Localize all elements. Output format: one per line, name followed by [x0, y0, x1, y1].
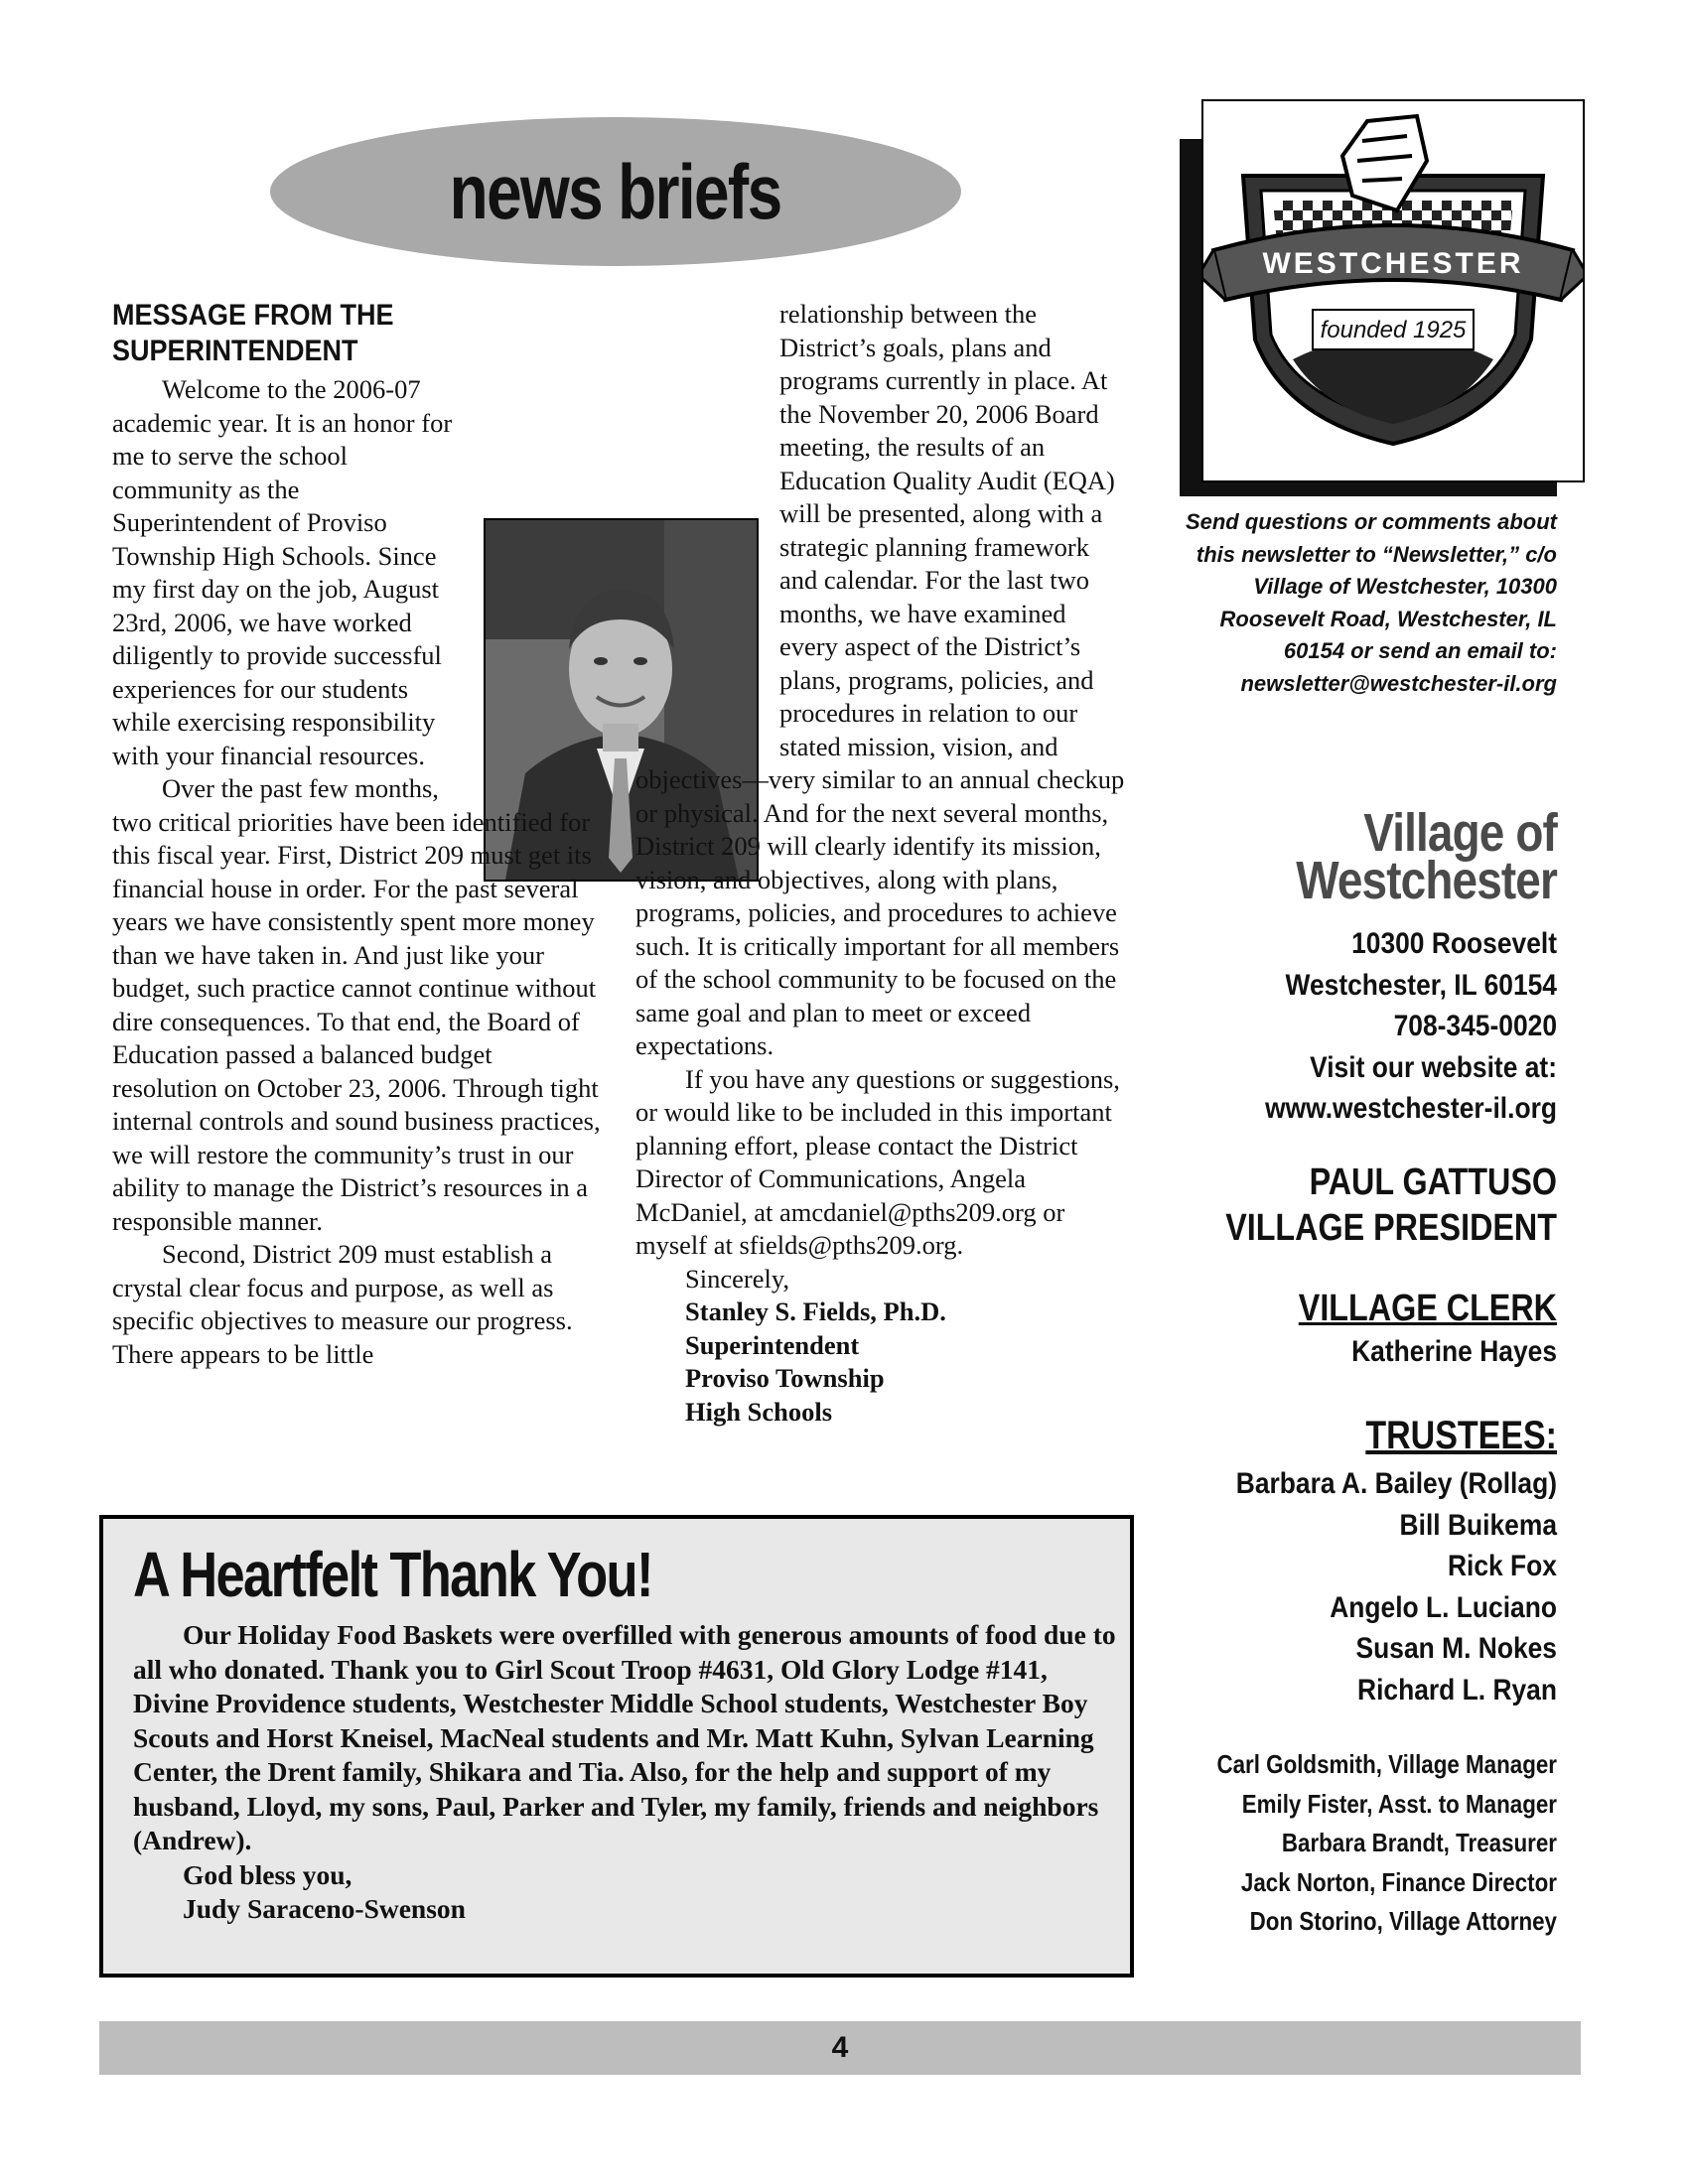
village-president [1202, 1160, 1557, 1251]
thank-you-title: A Heartfelt Thank You! [133, 1539, 652, 1610]
phone-number: 708-345-0020 [1393, 1010, 1557, 1042]
trustee-name: Bill Buikema [1399, 1508, 1557, 1542]
staff-member: Carl Goldsmith, Village Manager [1216, 1749, 1557, 1779]
village-address [1190, 923, 1557, 1130]
thank-you-signature: Judy Saraceno-Swenson [183, 1893, 466, 1924]
trustee-name: Barbara A. Bailey (Rollag) [1235, 1467, 1557, 1500]
president-title: VILLAGE PRESIDENT [1225, 1207, 1557, 1249]
page-footer-bar [99, 2021, 1581, 2075]
thank-you-box [99, 1515, 1134, 1978]
page-number: 4 [831, 2031, 849, 2064]
signature-line: Stanley S. Fields, Ph.D. [685, 1297, 946, 1326]
logo-founded-text: founded 1925 [1320, 317, 1467, 343]
trustee-name: Rick Fox [1447, 1550, 1557, 1582]
article-paragraph: Welcome to the 2006-07 academic year. It is an honor for me to serve the school community as the Superintendent of Proviso Township High Schools. Since my first day on the job, August 23rd, 2006, we have worked diligently to provide successful experiences for our students while exercising responsibility with your financial resources. [112, 374, 453, 770]
article-signature [635, 1263, 1127, 1430]
closing-text: Sincerely, [685, 1263, 789, 1294]
signature-line: Proviso Township [685, 1363, 885, 1393]
signature-line: High Schools [685, 1396, 833, 1427]
staff-member: Emily Fister, Asst. to Manager [1241, 1788, 1557, 1819]
trustee-name: Richard L. Ryan [1357, 1673, 1557, 1706]
website-prompt: Visit our website at: [1310, 1050, 1557, 1084]
website-url: www.westchester-il.org [1265, 1092, 1557, 1125]
clerk-heading: VILLAGE CLERK [1298, 1288, 1557, 1329]
president-name: PAUL GATTUSO [1309, 1161, 1557, 1203]
logo-banner-text: WESTCHESTER [1262, 247, 1524, 280]
address-line: Westchester, IL 60154 [1285, 968, 1557, 1002]
staff-member: Barbara Brandt, Treasurer [1281, 1828, 1557, 1857]
village-name-line: Village of [1363, 803, 1557, 863]
trustee-name: Angelo L. Luciano [1330, 1590, 1557, 1624]
staff-member: Jack Norton, Finance Director [1240, 1866, 1557, 1897]
trustee-name: Susan M. Nokes [1355, 1632, 1557, 1665]
thank-you-closing: God bless you, [183, 1858, 352, 1890]
photo-wrap-spacer [635, 397, 779, 760]
article-column-right [635, 298, 1127, 1429]
article-paragraph: Over the past few months, two critical priorities have been identified for this fiscal year. First, District 209 must get its financial house in order. For the past several years we have consistently spent more money than we have taken in. And just like your budget, such practice cannot continue without dire consequences. To that end, the Board of Education passed a balanced budget resolution on October 23, 2006. Through tight internal controls and sound business practices, we will restore the community’s trust in our ability to manage the District’s resources in a responsible manner. [112, 773, 601, 1236]
clerk-name: Katherine Hayes [1351, 1335, 1557, 1368]
village-logo [1201, 99, 1585, 482]
thank-you-body: Our Holiday Food Baskets were overfilled with generous amounts of food due to all who donated. Thank you to Girl Scout Troop #4631, Old Glory Lodge #141, Divine Providence students, Westchester Middle School students, Westchester Boy Scouts and Horst Kneisel, MacNeal students and Mr. Matt Kuhn, Sylvan Learning Center, the Drent family, Shikara and Tia. Also, for the help and support of my husband, Lloyd, my sons, Paul, Parker and Tyler, my family, friends and neighbors (Andrew). [133, 1619, 1116, 1855]
trustees-heading: TRUSTEES: [1365, 1414, 1557, 1457]
address-line: 10300 Roosevelt [1351, 927, 1557, 960]
section-title: news briefs [450, 147, 781, 235]
trustees-list [1190, 1463, 1557, 1710]
article-paragraph: Second, District 209 must establish a crystal clear focus and purpose, as well as specific objectives to measure our progress. There appears to be little [112, 1239, 573, 1369]
article-paragraph: relationship between the District’s goals, plans and programs currently in place. At the November 20, 2006 Board meeting, the results of an Education Quality Audit (EQA) will be presented, along with a strategic planning framework and calendar. For the last two months, we have examined every aspect of the District’s plans, programs, policies, and procedures in relation to our stated mission, vision, and objectives—very similar to an annual checkup or physical. And for the next several months, District 209 will clearly identify its mission, vision, and objectives, along with plans, programs, policies, and procedures to achieve such. It is critically important for all members of the school community to be focused on the same goal and plan to meet or exceed expectations. [635, 299, 1125, 1060]
article-headline: MESSAGE FROM THE SUPERINTENDENT [112, 299, 394, 367]
village-name [1219, 803, 1557, 910]
staff-member: Don Storino, Village Attorney [1249, 1906, 1557, 1936]
send-questions-note: Send questions or comments about this newsletter to “Newsletter,” c/o Village of Westchester, 10300 Roosevelt Road, Westchester, IL 60154 or send an email to: newsletter@westchester-il.org [1185, 509, 1557, 696]
thank-you-content [133, 1537, 1126, 1927]
signature-line: Superintendent [685, 1329, 860, 1360]
article-paragraph: If you have any questions or suggestions, or would like to be included in this important planning effort, please contact the District Director of Communications, Angela McDaniel, at amcdaniel@pths209.org or myself at sfields@pths209.org. [635, 1063, 1120, 1260]
staff-list [1182, 1745, 1557, 1942]
section-title-oval [270, 117, 961, 266]
westchester-crest-icon [1203, 101, 1583, 480]
article-column-left [112, 298, 604, 1371]
village-name-line: Westchester [1296, 851, 1557, 910]
